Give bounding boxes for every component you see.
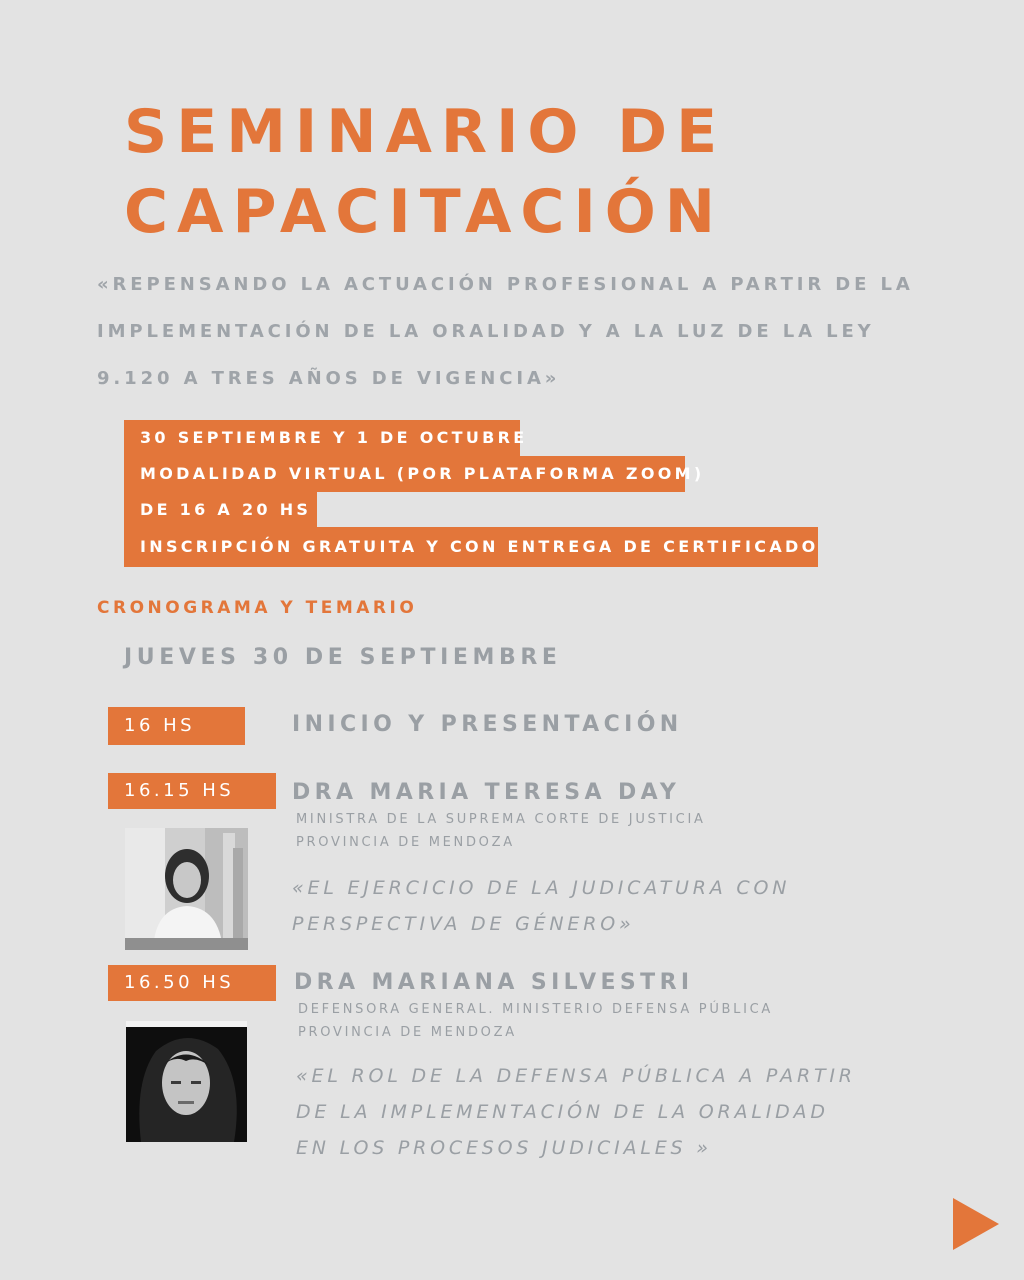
item-title-opening: INICIO Y PRESENTACIÓN xyxy=(292,712,683,737)
time-badge-1: 16 HS xyxy=(108,707,245,745)
talk-line-3: EN LOS PROCESOS JUDICIALES » xyxy=(296,1137,712,1159)
talk-title-day xyxy=(292,870,790,942)
speaker-role-line-1: MINISTRA DE LA SUPREMA CORTE DE JUSTICIA xyxy=(296,812,706,827)
subtitle-line-2: IMPLEMENTACIÓN DE LA ORALIDAD Y A LA LUZ DE LA LEY xyxy=(97,321,875,342)
title-line-2: CAPACITACIÓN xyxy=(124,177,725,247)
day-label: JUEVES 30 DE SEPTIEMBRE xyxy=(124,645,562,670)
info-registration: INSCRIPCIÓN GRATUITA Y CON ENTREGA DE CERTIFICADO xyxy=(124,527,818,567)
speaker-role-line-2: PROVINCIA DE MENDOZA xyxy=(296,835,515,850)
talk-line-1: «EL EJERCICIO DE LA JUDICATURA CON xyxy=(292,877,791,899)
talk-line-2: DE LA IMPLEMENTACIÓN DE LA ORALIDAD xyxy=(296,1101,829,1123)
time-badge-3: 16.50 HS xyxy=(108,965,276,1001)
speaker-role-line-2: PROVINCIA DE MENDOZA xyxy=(298,1025,517,1040)
speaker-name-day: DRA MARIA TERESA DAY xyxy=(292,780,681,805)
subtitle-line-3: 9.120 A TRES AÑOS DE VIGENCIA» xyxy=(97,368,561,389)
talk-line-2: PERSPECTIVA DE GÉNERO» xyxy=(292,913,635,935)
speaker-photo-day xyxy=(125,828,248,950)
info-modality: MODALIDAD VIRTUAL (POR PLATAFORMA ZOOM) xyxy=(124,456,685,492)
talk-title-silvestri xyxy=(296,1058,856,1166)
speaker-name-silvestri: DRA MARIANA SILVESTRI xyxy=(294,970,694,995)
seminar-subtitle xyxy=(97,261,977,402)
subtitle-line-1: «REPENSANDO LA ACTUACIÓN PROFESIONAL A PARTIR DE LA xyxy=(97,274,914,295)
info-hours: DE 16 A 20 HS xyxy=(124,492,317,528)
play-arrow-icon[interactable] xyxy=(953,1198,999,1250)
title-line-1: SEMINARIO DE xyxy=(124,97,727,167)
seminar-title xyxy=(124,92,904,252)
time-badge-2: 16.15 HS xyxy=(108,773,276,809)
schedule-label: CRONOGRAMA Y TEMARIO xyxy=(97,598,418,618)
talk-line-1: «EL ROL DE LA DEFENSA PÚBLICA A PARTIR xyxy=(296,1065,856,1087)
speaker-photo-silvestri xyxy=(126,1021,247,1142)
speaker-role-line-1: DEFENSORA GENERAL. MINISTERIO DEFENSA PÚBLICA xyxy=(298,1002,774,1017)
speaker-role-day xyxy=(296,808,706,854)
info-dates: 30 SEPTIEMBRE Y 1 DE OCTUBRE xyxy=(124,420,520,456)
speaker-role-silvestri xyxy=(298,998,773,1044)
